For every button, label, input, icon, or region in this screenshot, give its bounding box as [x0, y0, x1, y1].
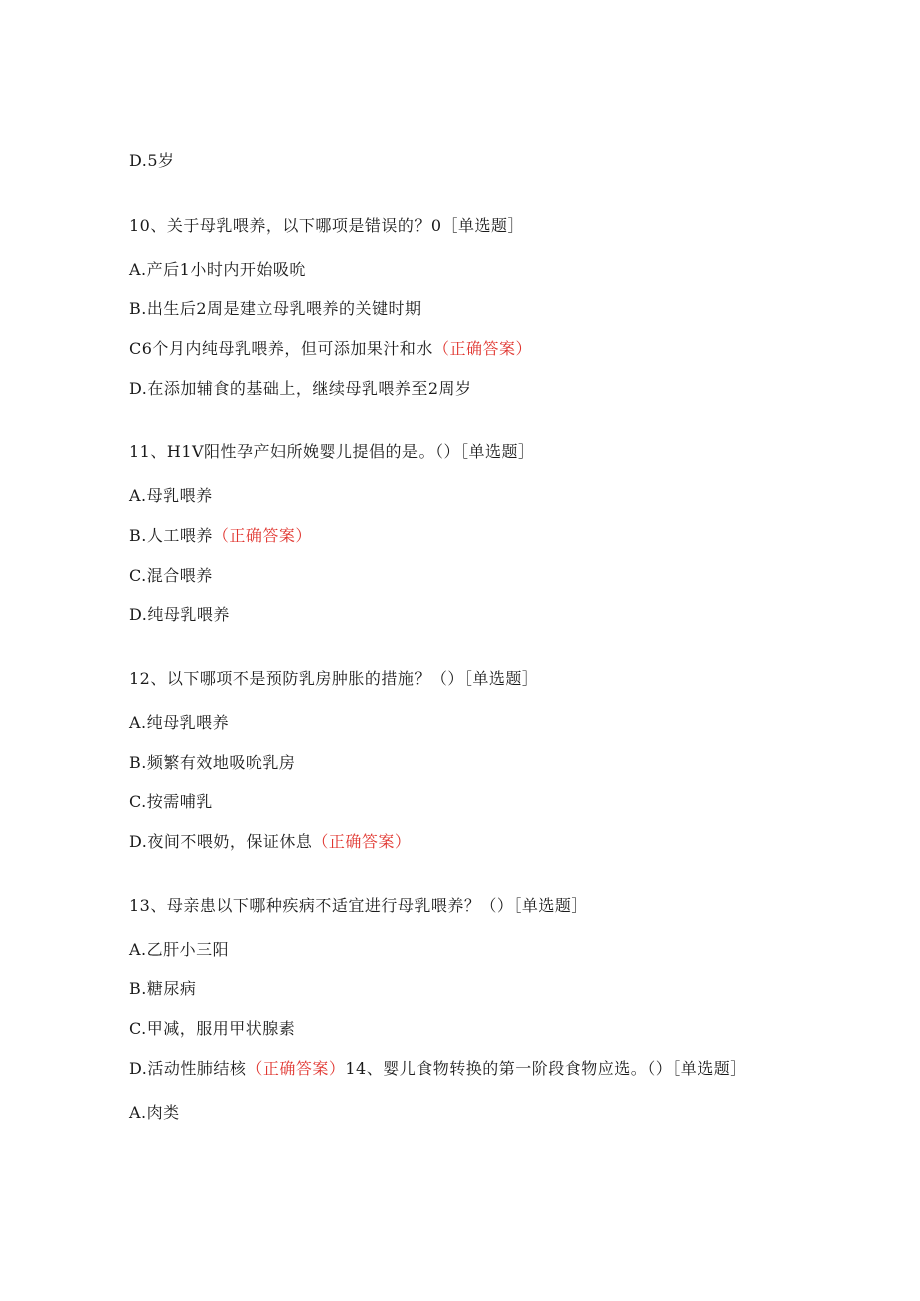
option-text: D.夜间不喂奶，保证休息	[129, 832, 313, 851]
option-line	[129, 1058, 747, 1080]
correct-answer-mark: （正确答案）	[212, 526, 312, 545]
option-line	[129, 939, 229, 961]
question-text: 11、H1V阳性孕产妇所娩婴儿提倡的是。（）［单选题］	[129, 442, 535, 461]
option-line	[129, 485, 213, 507]
option-line	[129, 978, 196, 1000]
option-line	[129, 752, 295, 774]
option-text: C.甲减，服用甲状腺素	[129, 1019, 296, 1038]
option-line	[129, 378, 472, 400]
option-line	[129, 604, 230, 626]
option-line	[129, 298, 422, 320]
correct-answer-mark: （正确答案）	[246, 1059, 346, 1078]
option-text: B.糖尿病	[129, 979, 197, 998]
option-text: C.按需哺乳	[129, 792, 213, 811]
option-text: B.人工喂养	[129, 526, 213, 545]
question-line	[129, 895, 588, 917]
option-text: D.在添加辅食的基础上，继续母乳喂养至2周岁	[129, 379, 472, 398]
question-text: 14、婴儿食物转换的第一阶段食物应选。（）［单选题］	[345, 1059, 747, 1078]
option-text: A.母乳喂养	[129, 486, 213, 505]
option-line	[129, 712, 229, 734]
option-text: D.活动性肺结核	[129, 1059, 247, 1078]
option-line	[129, 565, 213, 587]
option-line	[129, 791, 213, 813]
correct-answer-mark: （正确答案）	[312, 832, 412, 851]
option-text: D.5岁	[129, 151, 175, 170]
option-line	[129, 259, 306, 281]
option-line	[129, 831, 411, 853]
option-text: C6个月内纯母乳喂养，但可添加果汁和水	[129, 339, 433, 358]
option-line	[129, 1018, 295, 1040]
question-text: 13、母亲患以下哪种疾病不适宜进行母乳喂养？（）［单选题］	[129, 896, 588, 915]
option-text: D.纯母乳喂养	[129, 605, 230, 624]
option-text: C.混合喂养	[129, 566, 213, 585]
question-line	[129, 441, 535, 463]
option-text: A.产后1小时内开始吸吮	[129, 260, 306, 279]
option-text: A.纯母乳喂养	[129, 713, 230, 732]
option-line	[129, 525, 312, 547]
question-line	[129, 668, 538, 690]
question-line	[129, 215, 524, 237]
option-line	[129, 1102, 180, 1124]
question-text: 10、关于母乳喂养，以下哪项是错误的？0［单选题］	[129, 216, 525, 235]
option-text: A.乙肝小三阳	[129, 940, 230, 959]
option-text: B.出生后2周是建立母乳喂养的关键时期	[129, 299, 422, 318]
option-text: A.肉类	[129, 1103, 180, 1122]
option-line	[129, 338, 532, 360]
option-line	[129, 150, 175, 172]
option-text: B.频繁有效地吸吮乳房	[129, 753, 296, 772]
correct-answer-mark: （正确答案）	[432, 339, 532, 358]
question-text: 12、以下哪项不是预防乳房肿胀的措施？（）［单选题］	[129, 669, 539, 688]
